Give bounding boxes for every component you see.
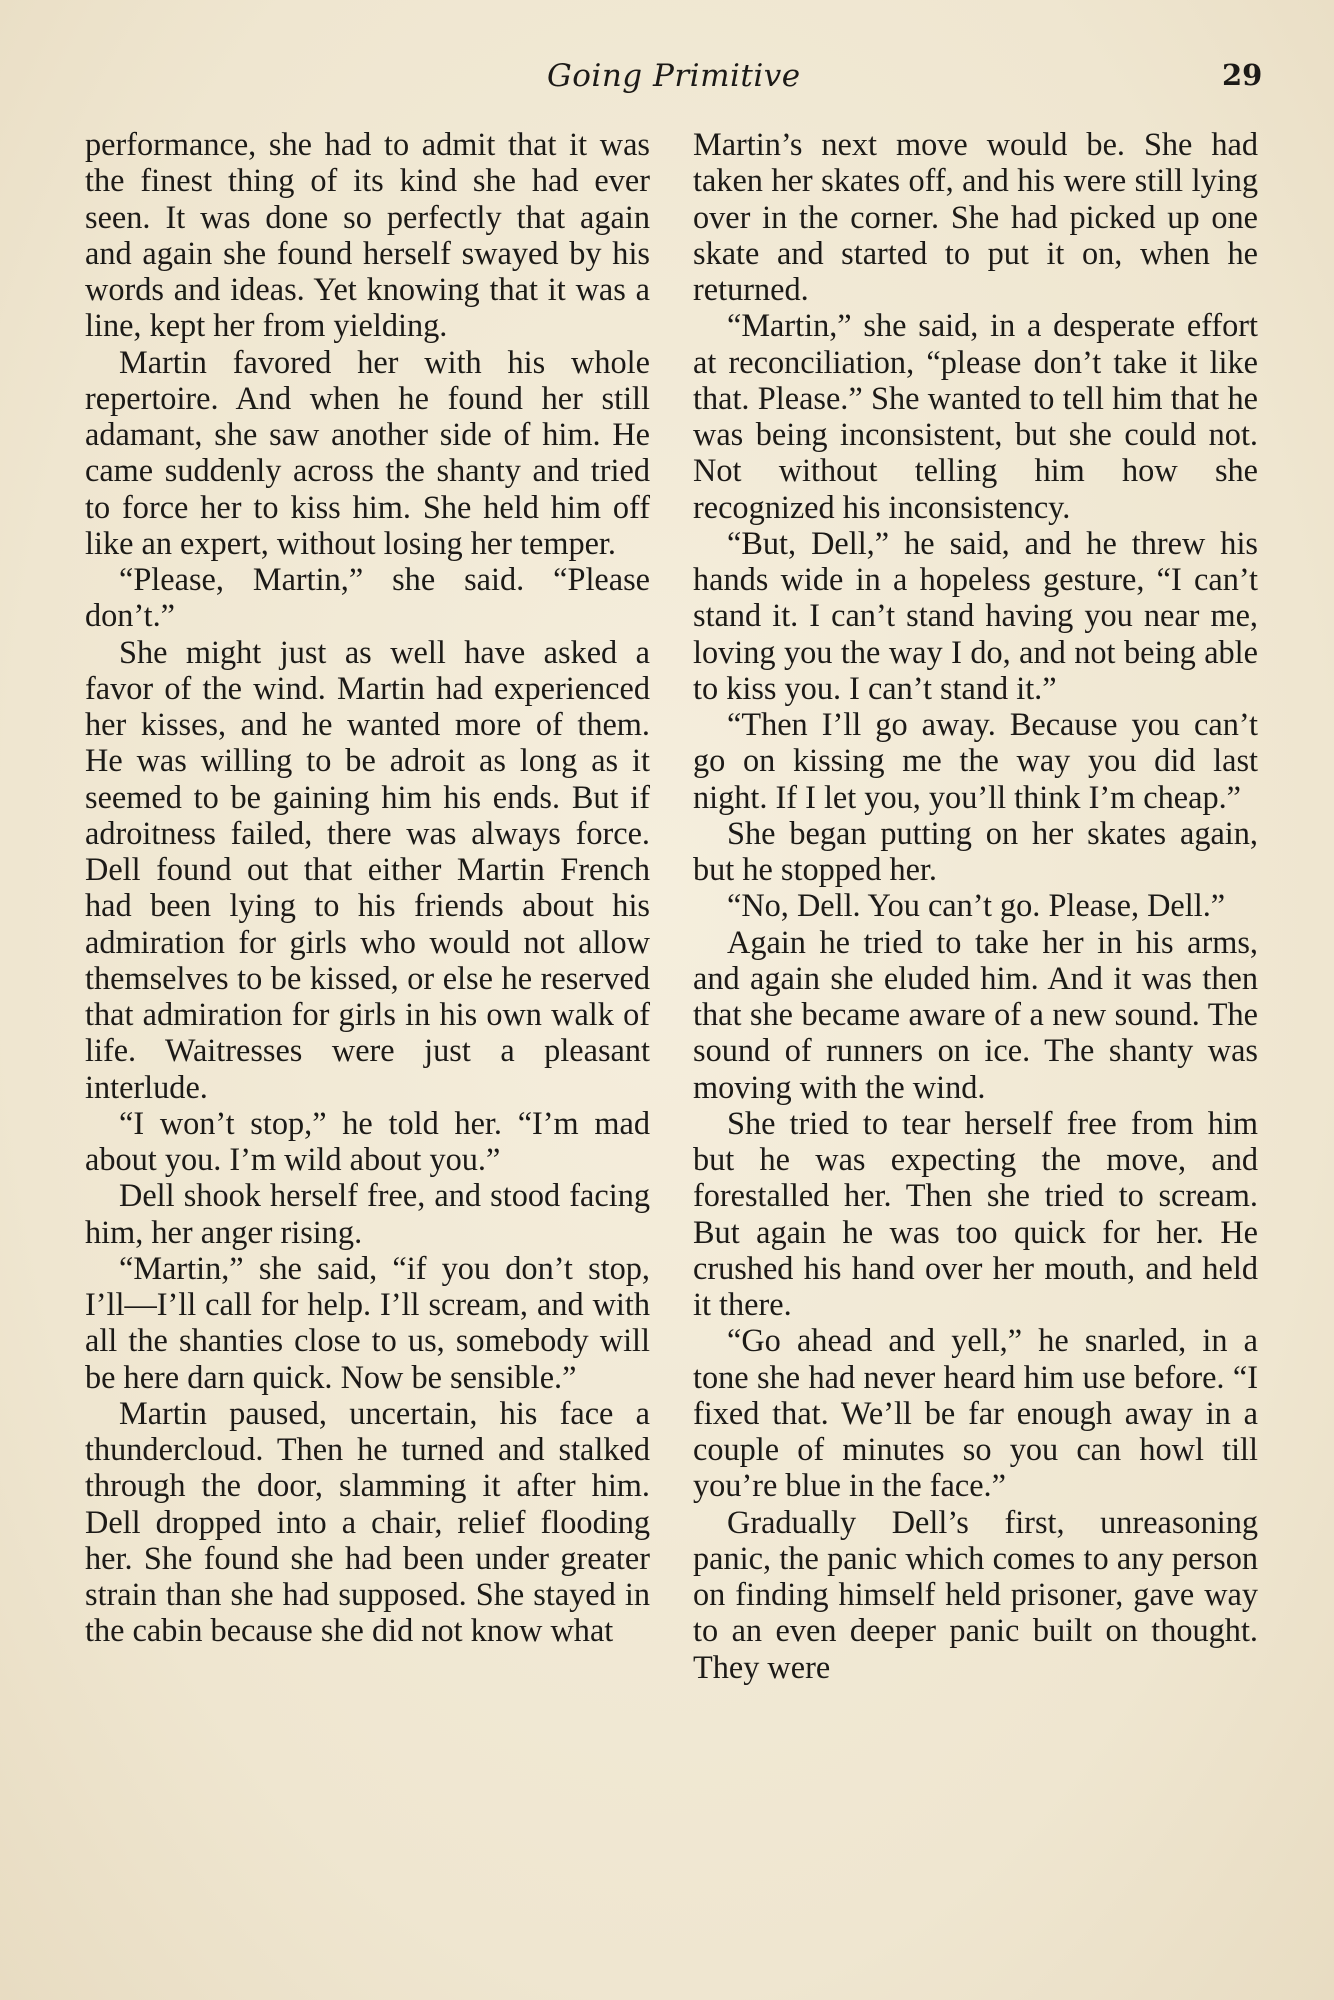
paragraph: “Please, Martin,” she said. “Please don’t.” [85,561,650,634]
paragraph: She tried to tear herself free from him but he was expecting the move, and forestalled her. Then she tried to scream. But again he was too quick for her. He crushed his hand over her mouth, and held it there. [693,1104,1258,1322]
paragraph: “Martin,” she said, “if you don’t stop, I’ll—I’ll call for help. I’ll scream, and with all the shanties close to us, somebody will be here darn quick. Now be sensible.” [85,1249,650,1395]
paragraph: She might just as well have asked a favor of the wind. Martin had experienced her kisses, and he wanted more of them. He was willing to be adroit as long as it seemed to be gaining him his ends. But if adroitness failed, there was always force. Dell found out that either Martin French had been lying to his friends about his admiration for girls who would not allow themselves to be kissed, or else he reserved that admiration for girls in his own walk of life. Waitresses were just a pleasant interlude. [85,633,650,1105]
paragraph: “Then I’ll go away. Because you can’t go on kissing me the way you did last night. If I let you, you’ll think I’m cheap.” [693,706,1258,815]
right-column [693,126,1258,1685]
paragraph: “Martin,” she said, in a desperate effort at reconciliation, “please don’t take it like that. Please.” She wanted to tell him that he was being inconsistent, but she could not. Not without telling him how she recognized his inconsistency. [693,307,1258,525]
paragraph: Martin’s next move would be. She had taken her skates off, and his were still lying over in the corner. She had picked up one skate and started to put it on, when he returned. [693,126,1258,307]
running-header [0,58,1334,102]
paragraph: performance, she had to admit that it was the finest thing of its kind she had ever seen. It was done so perfectly that again and again she found herself swayed by his words and ideas. Yet knowing that it was a line, kept her from yielding. [85,126,650,344]
paragraph: “I won’t stop,” he told her. “I’m mad about you. I’m wild about you.” [85,1104,650,1177]
paragraph: “But, Dell,” he said, and he threw his hands wide in a hopeless gesture, “I can’t stand it. I can’t stand having you near me, loving you the way I do, and not being able to kiss you. I can’t stand it.” [693,524,1258,706]
paragraph: Martin paused, uncertain, his face a thundercloud. Then he turned and stalked through the door, slamming it after him. Dell dropped into a chair, relief flooding her. She found she had been under greater strain than she had supposed. She stayed in the cabin because she did not know what [85,1394,650,1649]
paragraph: Again he tried to take her in his arms, and again she eluded him. And it was then that she became aware of a new sound. The sound of runners on ice. The shanty was moving with the wind. [693,923,1258,1105]
left-column [85,126,650,1649]
page-number: 29 [1222,58,1263,92]
paragraph: Gradually Dell’s first, unreasoning panic, the panic which comes to any person on finding himself held prisoner, gave way to an even deeper panic built on thought. They were [693,1503,1258,1685]
paragraph: She began putting on her skates again, but he stopped her. [693,814,1258,887]
running-title: Going Primitive [547,58,801,94]
paragraph: “No, Dell. You can’t go. Please, Dell.” [727,887,1226,924]
paragraph: Martin favored her with his whole repertoire. And when he found her still adamant, she saw another side of him. He came suddenly across the shanty and tried to force her to kiss him. She held him off like an expert, without losing her temper. [85,343,650,561]
paragraph: “Go ahead and yell,” he snarled, in a tone she had never heard him use before. “I fixed that. We’ll be far enough away in a couple of minutes so you can howl till you’re blue in the face.” [693,1322,1258,1504]
paragraph: Dell shook herself free, and stood facing him, her anger rising. [85,1177,650,1250]
